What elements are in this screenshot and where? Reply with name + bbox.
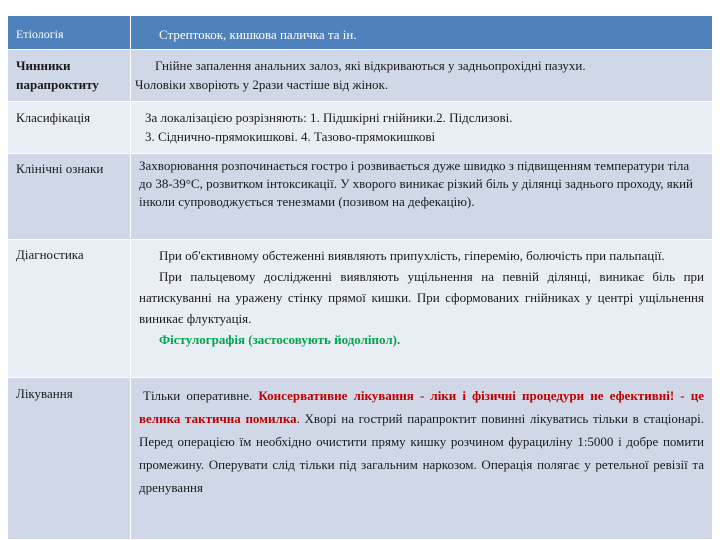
content-line: Чоловіки хворіють у 2рази частіше від жінок. xyxy=(135,77,389,92)
table-row-etiology xyxy=(8,16,712,50)
row-label: Класифікація xyxy=(8,102,131,154)
row-label: Діагностика xyxy=(8,240,131,378)
row-label: Етіологія xyxy=(8,16,131,50)
table-row-classification xyxy=(8,102,712,154)
row-label: Чинники парапроктиту xyxy=(8,50,131,102)
content-line: За локалізацією розрізняють: 1. Підшкірні гнійники.2. Підслизові. xyxy=(145,110,513,125)
row-content: Стрептокок, кишкова паличка та ін. xyxy=(131,16,712,50)
table-row-diagnostics xyxy=(8,240,712,378)
treatment-warning: Консервативне лікування - ліки і фізичні процедури не ефективні! - це велика тактична помилка xyxy=(139,388,704,426)
info-table xyxy=(8,16,712,540)
row-content xyxy=(131,50,712,102)
content-paragraph: При об'єктивному обстеженні виявляють припухлість, гіперемію, болючість при пальпації. xyxy=(159,248,665,263)
row-label: Лікування xyxy=(8,378,131,540)
table-row-factors xyxy=(8,50,712,102)
row-content: Захворювання розпочинається гостро і розвивається дуже швидко з підвищенням температури тіла до 38-39°С, розвитком інтоксикації. У хворого виникає різкий біль у ділянці заднього проходу, який інколи супроводжується тенезмами (позивом на дефекацію). xyxy=(131,154,712,240)
treatment-intro: Тільки оперативне. xyxy=(143,388,253,403)
row-content xyxy=(131,378,712,540)
table-row-clinical xyxy=(8,154,712,240)
content-line: 3. Сіднично-прямокишкові. 4. Тазово-прямокишкові xyxy=(145,129,436,144)
content-paragraph: При пальцевому дослідженні виявляють ущільнення на певній ділянці, виникає біль при натискуванні на уражену стінку прямої кишки. При сформованих гнійниках у центрі ущільнення виникає флуктуація. xyxy=(139,269,704,326)
row-label: Клінічні ознаки xyxy=(8,154,131,240)
row-content xyxy=(131,102,712,154)
treatment-text: . Хворі на гострий парапроктит повинні лікуватись тільки в стаціонарі. Перед операцією їм необхідно очистити пряму кишку розчином фурациліну 1:5000 і добре помити промежину. Оперувати слід тільки під загальним наркозом. Операція полягає у ретельної ревізії та дренування xyxy=(139,411,704,495)
table-row-treatment xyxy=(8,378,712,540)
content-line: Гнійне запалення анальних залоз, які відкриваються у задньопрохідні пазухи. xyxy=(155,58,586,73)
row-content xyxy=(131,240,712,378)
fistulography-note: Фістулографія (застосовують йодоліпол). xyxy=(159,332,401,347)
